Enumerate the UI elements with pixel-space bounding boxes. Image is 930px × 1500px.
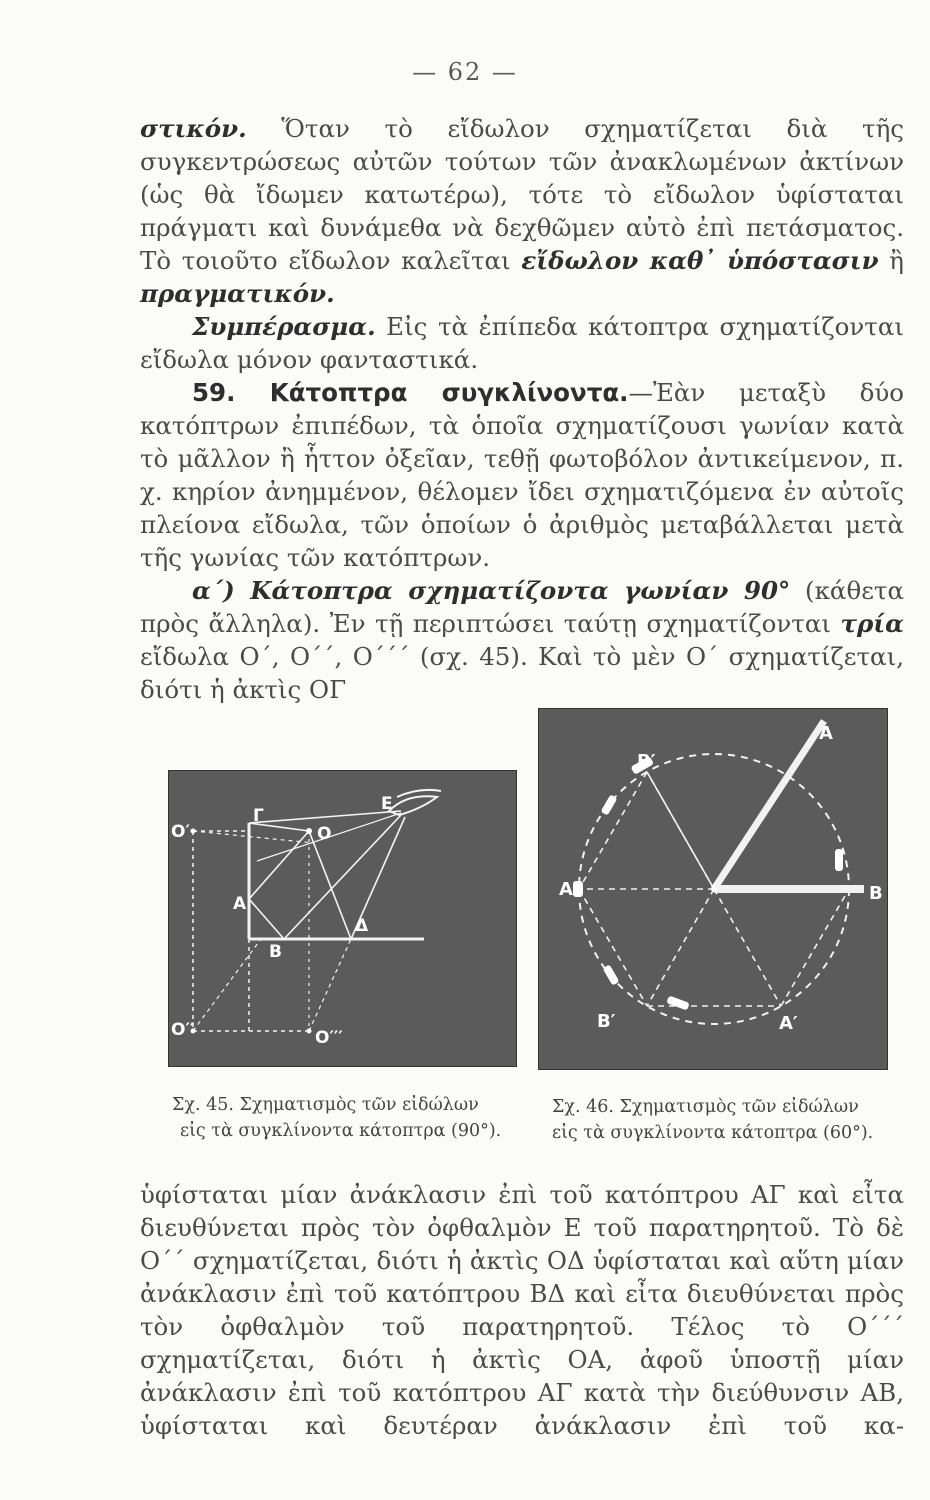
subsection-a-heading: α΄) Κάτοπτρα σχηματίζοντα γωνίαν 90° bbox=[192, 576, 791, 605]
fig45-label-o3: O′′′ bbox=[315, 1028, 343, 1048]
fig46-label-a1: A′ bbox=[559, 879, 578, 900]
top-text-block bbox=[140, 112, 904, 706]
paragraph-1-or: ἢ bbox=[878, 246, 904, 275]
subsection-a-text-1: (κάθετα πρὸς ἄλληλα). Ἐν τῇ περιπτώσει ταύτῃ σχηματίζονται bbox=[140, 576, 905, 638]
paragraph-1-lead: στικόν. bbox=[140, 114, 247, 143]
paragraph-section-59 bbox=[140, 376, 904, 574]
fig46-label-a2: A′ bbox=[779, 1013, 798, 1034]
figure-46 bbox=[538, 708, 888, 1070]
subsection-a-text-2: εἴδωλα Ο΄, Ο΄΄, Ο΄΄΄ (σχ. 45). Καὶ τὸ μὲν Ο΄ σχηματίζεται, διότι ἡ ἀκτὶς ΟΓ bbox=[140, 642, 904, 704]
section-59-heading: 59. Κάτοπτρα συγκλίνοντα. bbox=[192, 378, 629, 407]
conclusion-heading: Συμπέρασμα. bbox=[192, 312, 376, 341]
figure-46-caption bbox=[552, 1094, 912, 1146]
fig45-label-g: Γ bbox=[253, 806, 264, 826]
term-pragmatikon: πραγματικόν. bbox=[140, 279, 335, 308]
figure-45-caption-line-2: εἰς τὰ συγκλίνοντα κάτοπτρα (90°). bbox=[180, 1121, 502, 1141]
figure-45-caption bbox=[172, 1092, 532, 1144]
figure-46-caption-line-2: εἰς τὰ συγκλίνοντα κάτοπτρα (60°). bbox=[552, 1123, 874, 1143]
fig45-label-d: Δ bbox=[355, 916, 369, 936]
fig45-label-e: E bbox=[381, 794, 393, 814]
paragraph-90-mirrors bbox=[140, 574, 904, 706]
bottom-text-block bbox=[140, 1178, 904, 1442]
fig45-label-b: B bbox=[269, 942, 282, 962]
fig46-label-b1: B′ bbox=[637, 751, 656, 772]
fig45-label-a: A bbox=[233, 894, 247, 914]
fig45-label-o1: O′ bbox=[171, 822, 190, 842]
paragraph-1-text: Ὅταν τὸ εἴδωλον σχηματίζεται διὰ τῆς συγκεντρώσεως αὐτῶν τούτων τῶν ἀνακλωμένων ἀκτίνων (ὡς θὰ ἴδωμεν κατωτέρω), τότε τὸ εἴδωλον ὑφίσταται πράγματι καὶ δυνάμεθα νὰ δεχθῶμεν αὐτὸ ἐπὶ πετάσματος. Τὸ τοιοῦτο εἴδωλον καλεῖται bbox=[140, 114, 904, 275]
paragraph-conclusion bbox=[140, 310, 904, 376]
figure-45 bbox=[168, 770, 517, 1067]
paragraph-1 bbox=[140, 112, 904, 310]
fig46-label-b-right: B bbox=[869, 883, 883, 904]
fig46-label-a-top: A bbox=[819, 723, 833, 744]
fig45-label-o: O bbox=[317, 824, 332, 844]
paragraph-continuation: ὑφίσταται μίαν ἀνάκλασιν ἐπὶ τοῦ κατόπτρου ΑΓ καὶ εἶτα διευθύνεται πρὸς τὸν ὀφθαλμὸν Ε τοῦ παρατηρητοῦ. Τὸ δὲ Ο΄΄ σχηματίζεται, διότι ἡ ἀκτὶς ΟΔ ὑφίσταται καὶ αὕτη μίαν ἀνάκλασιν ἐπὶ τοῦ κατόπτρου ΒΔ καὶ εἶτα διευθύνεται πρὸς τὸν ὀφθαλμὸν τοῦ παρατηρητοῦ. Τέλος τὸ Ο΄΄΄ σχηματίζεται, διότι ἡ ἀκτὶς ΟΑ, ἀφοῦ ὑποστῇ μίαν ἀνάκλασιν ἐπὶ τοῦ κατόπτρου ΑΓ κατὰ τὴν διεύθυνσιν ΑΒ, ὑφίσταται καὶ δευτέραν ἀνάκλασιν ἐπὶ τοῦ κα- bbox=[140, 1180, 904, 1440]
figure-45-diagram bbox=[169, 771, 516, 1066]
figure-45-caption-line-1: Σχ. 45. Σχηματισμὸς τῶν εἰδώλων bbox=[172, 1095, 479, 1115]
fig46-label-b2: B′ bbox=[597, 1011, 616, 1032]
page-number: — 62 — bbox=[412, 58, 518, 86]
term-tria: τρία bbox=[840, 609, 904, 638]
fig45-label-o2: O′′ bbox=[171, 1020, 195, 1040]
figure-46-caption-line-1: Σχ. 46. Σχηματισμὸς τῶν εἰδώλων bbox=[552, 1097, 859, 1117]
section-59-text: —Ἐὰν μεταξὺ δύο κατόπτρων ἐπιπέδων, τὰ ὁποῖα σχηματίζουσι γωνίαν κατὰ τὸ μᾶλλον ἢ ἧττον ὀξεῖαν, τεθῇ φωτοβόλον ἀντικείμενον, π. χ. κηρίον ἀνημμένον, θέλομεν ἴδει σχηματιζόμενα ἐν αὐτοῖς πλείονα εἴδωλα, τῶν ὁποίων ὁ ἀριθμὸς μεταβάλλεται μετὰ τῆς γωνίας τῶν κατόπτρων. bbox=[140, 378, 904, 572]
term-real-image: εἴδωλον καθ᾽ ὑπόστασιν bbox=[521, 246, 879, 275]
conclusion-text: Εἰς τὰ ἐπίπεδα κάτοπτρα σχηματίζονται εἴδωλα μόνον φανταστικά. bbox=[140, 312, 904, 374]
figure-46-diagram bbox=[539, 709, 887, 1069]
